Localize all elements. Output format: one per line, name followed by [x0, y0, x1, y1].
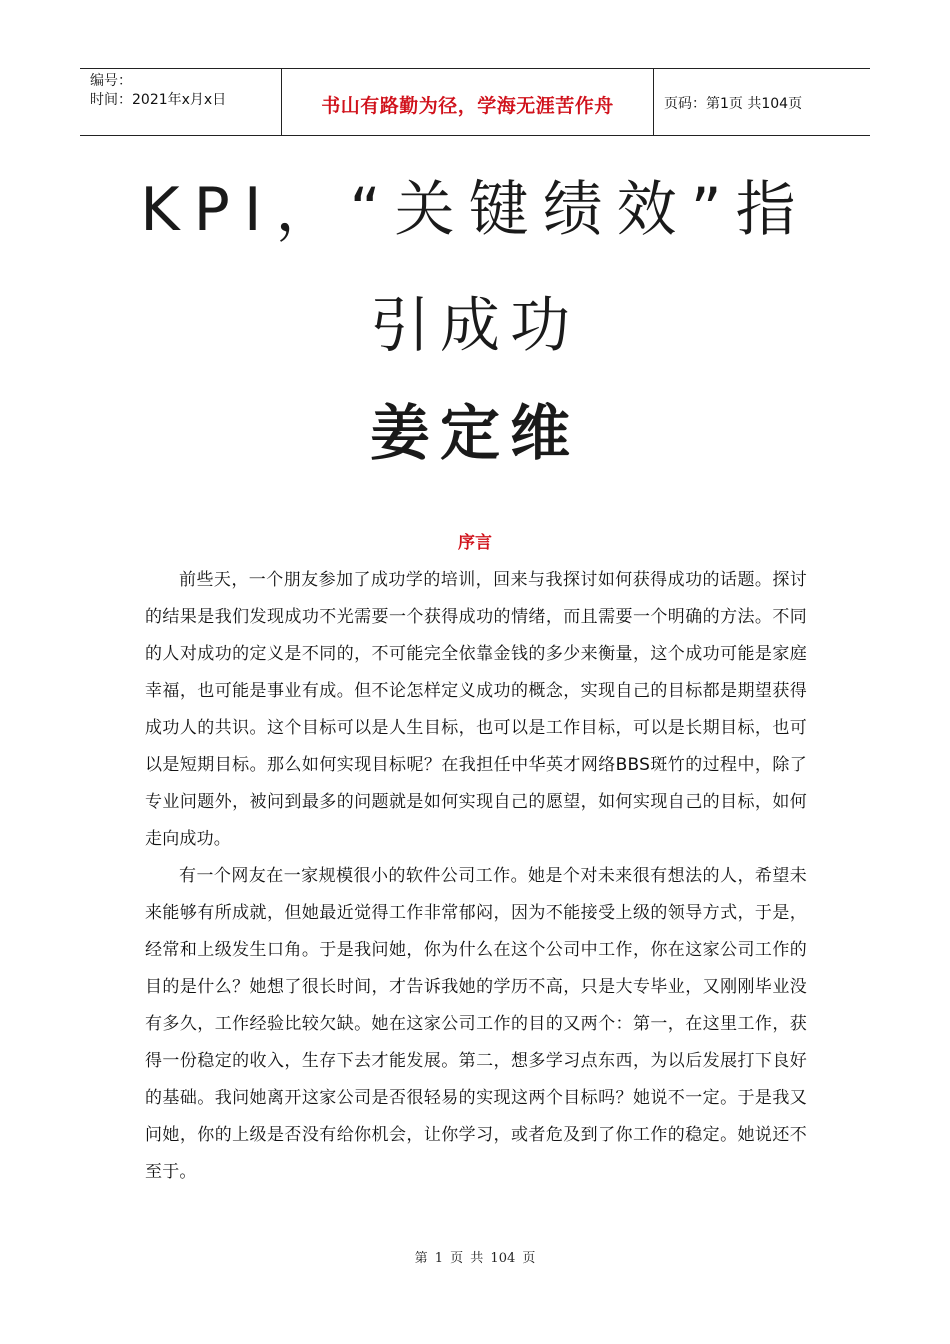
document-title-line-2: 引成功 [370, 291, 580, 361]
section-heading: 序言 [458, 533, 492, 553]
document-author: 姜定维 [370, 399, 580, 469]
document-title-line-1: KPI，“关键绩效”指 [140, 175, 810, 245]
header-meta [80, 69, 282, 135]
page-header [80, 68, 870, 136]
paragraph: 有一个网友在一家规模很小的软件公司工作。她是个对未来很有想法的人，希望未来能够有所成就，但她最近觉得工作非常郁闷，因为不能接受上级的领导方式，于是，经常和上级发生口角。于是我问她，你为什么在这个公司中工作，你在这家公司工作的目的是什么？她想了很长时间，才告诉我她的学历不高，只是大专毕业，又刚刚毕业没有多久，工作经验比较欠缺。她在这家公司工作的目的又两个：第一，在这里工作，获得一份稳定的收入，生存下去才能发展。第二，想多学习点东西，为以后发展打下良好的基础。我问她离开这家公司是否很轻易的实现这两个目标吗？她说不一定。于是我又问她，你的上级是否没有给你机会，让你学习，或者危及到了你工作的稳定。她说还不至于。 [145, 866, 807, 1182]
paragraph: 前些天，一个朋友参加了成功学的培训，回来与我探讨如何获得成功的话题。探讨的结果是我们发现成功不光需要一个获得成功的情绪，而且需要一个明确的方法。不同的人对成功的定义是不同的，不可能完全依靠金钱的多少来衡量，这个成功可能是家庭幸福，也可能是事业有成。但不论怎样定义成功的概念，实现自己的目标都是期望获得成功人的共识。这个目标可以是人生目标，也可以是工作目标，可以是长期目标，也可以是短期目标。那么如何实现目标呢？在我担任中华英才网络BBS斑竹的过程中，除了专业问题外，被问到最多的问题就是如何实现自己的愿望，如何实现自己的目标，如何走向成功。 [145, 570, 807, 849]
page-footer: 第 1 页 共 104 页 [414, 1251, 536, 1266]
header-motto: 书山有路勤为径，学海无涯苦作舟 [282, 69, 654, 135]
document-date: 时间：2021年x月x日 [90, 92, 227, 108]
header-page-info: 页码：第1页 共104页 [664, 96, 803, 112]
document-number-label: 编号： [90, 73, 132, 89]
body-text [145, 562, 807, 1191]
